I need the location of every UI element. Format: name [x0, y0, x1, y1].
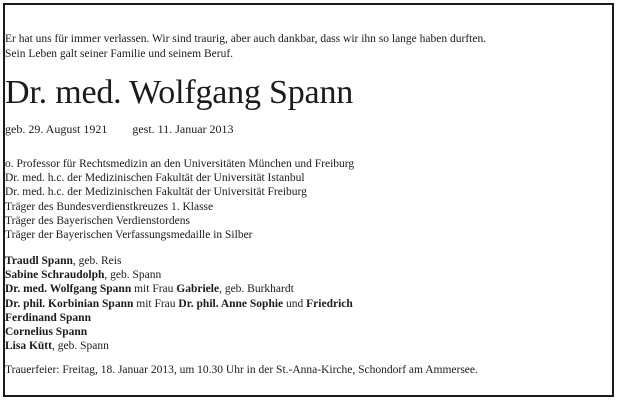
mourner-name: Dr. phil. Anne Sophie — [178, 297, 284, 310]
mourner-line — [5, 339, 612, 353]
intro-line-2: Sein Leben galt seiner Familie und seinem Beruf. — [5, 48, 234, 60]
deceased-name: Dr. med. Wolfgang Spann — [5, 74, 354, 111]
honor-line: Träger des Bayerischen Verdienstordens — [5, 214, 190, 227]
mourner-name: Ferdinand Spann — [5, 311, 91, 324]
honor-line: Dr. med. h.c. der Medizinischen Fakultät der Universität Freiburg — [5, 186, 307, 199]
mourner-line — [5, 254, 612, 268]
mourner-detail: , geb. Burkhardt — [219, 283, 294, 296]
obituary-frame — [3, 3, 614, 397]
intro-text — [5, 32, 612, 62]
mourner-name: Dr. phil. Korbinian Spann — [5, 297, 134, 310]
mourner-name: Gabriele — [176, 283, 220, 296]
mourners-list — [5, 254, 612, 353]
mourner-name: Friedrich — [306, 297, 353, 310]
mourner-line — [5, 282, 612, 296]
mourner-detail: , geb. Spann — [51, 340, 109, 353]
mourner-name: Sabine Schraudolph — [5, 269, 105, 282]
mourner-connector: und — [283, 297, 307, 310]
honor-line: Träger der Bayerischen Verfassungsmedaille in Silber — [5, 229, 253, 242]
mourner-connector: mit Frau — [133, 297, 179, 310]
birth-date: geb. 29. August 1921 — [5, 122, 108, 136]
mourner-line — [5, 297, 612, 311]
mourner-name: Dr. med. Wolfgang Spann — [5, 283, 132, 296]
mourner-detail: , geb. Spann — [104, 269, 162, 282]
intro-line-1: Er hat uns für immer verlassen. Wir sind traurig, aber auch dankbar, dass wir ihn so lange haben durften. — [5, 33, 487, 45]
life-dates — [5, 122, 612, 137]
mourner-name: Lisa Kütt — [5, 340, 52, 353]
mourner-line — [5, 311, 612, 325]
honors-list — [5, 157, 612, 242]
honor-line: Dr. med. h.c. der Medizinischen Fakultät der Universität Istanbul — [5, 172, 305, 185]
mourner-line — [5, 268, 612, 282]
mourner-connector: mit Frau — [131, 283, 177, 296]
mourner-name: Cornelius Spann — [5, 326, 88, 339]
honor-line: Träger des Bundesverdienstkreuzes 1. Klasse — [5, 200, 214, 213]
mourner-name: Traudl Spann — [5, 255, 73, 267]
death-date: gest. 11. Januar 2013 — [132, 122, 234, 136]
honor-line: o. Professor für Rechtsmedizin an den Universitäten München und Freiburg — [5, 158, 355, 170]
mourner-line — [5, 325, 612, 339]
mourner-detail: , geb. Reis — [72, 255, 122, 267]
funeral-notice: Trauerfeier: Freitag, 18. Januar 2013, um 10.30 Uhr in der St.-Anna-Kirche, Schondorf am Ammersee. — [5, 364, 478, 376]
